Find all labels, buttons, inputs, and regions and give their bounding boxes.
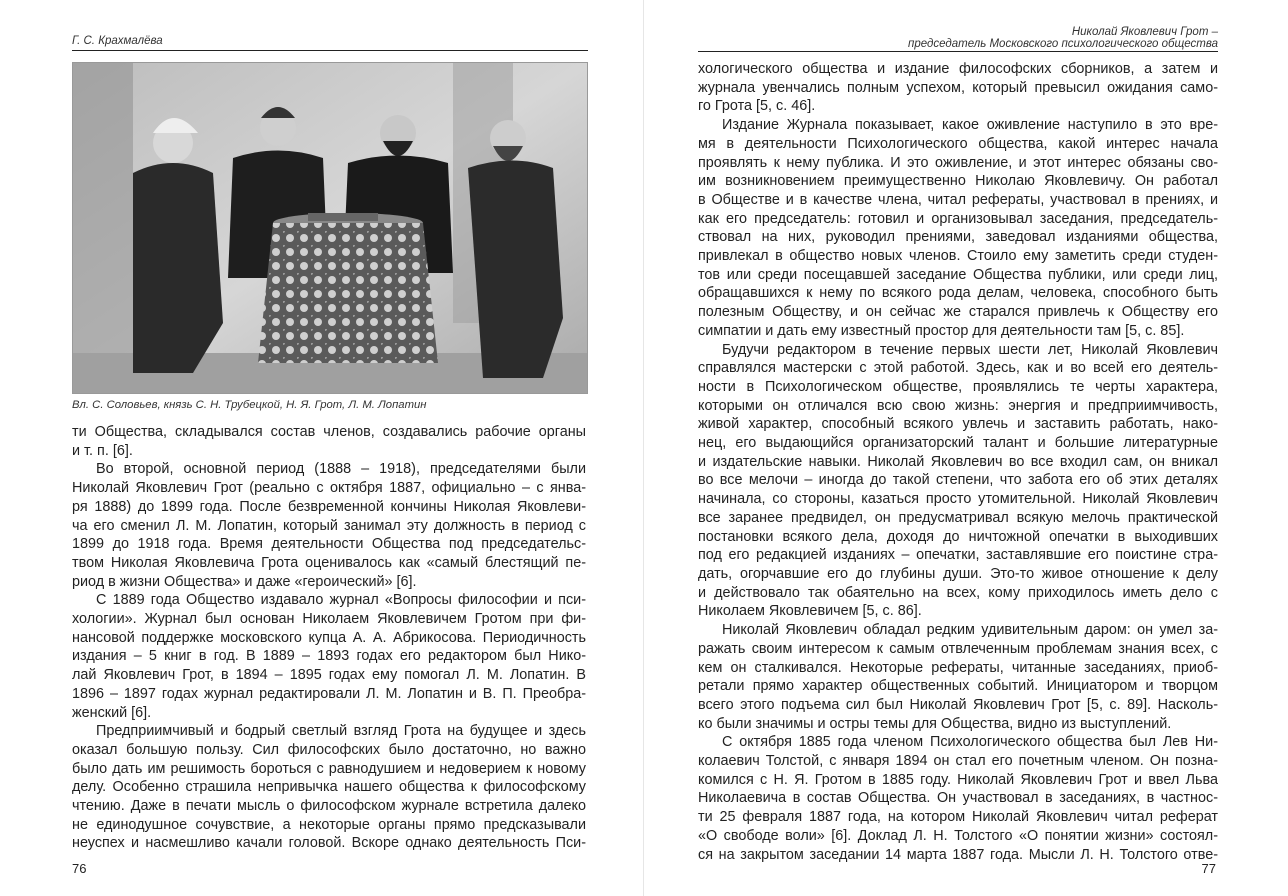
running-head-line: Николай Яковлевич Грот – xyxy=(1071,26,1218,38)
text-line: ти Общества, складывался состав членов, создавались рабочие органы xyxy=(72,424,586,440)
running-head-author: Г. С. Крахмалёва xyxy=(72,35,163,47)
left-body-text xyxy=(72,423,586,853)
text-line: 1896 – 1897 годах журнал редактировали Л. М. Лопатин и В. П. Преобра- xyxy=(72,685,586,702)
right-body-text xyxy=(698,60,1218,864)
text-line: журнала увенчались полным успехом, который превысил ожидания само- xyxy=(698,79,1218,96)
text-line: все заранее предвидел, он предусматривал всякую мелочь практической xyxy=(698,509,1218,526)
right-page xyxy=(644,0,1288,896)
text-line: обращавшихся к нему по всякого рода делам, человека, способного быть xyxy=(698,285,1218,302)
text-line: начинала, со стороны, казаться просто утомительной. Николай Яковлевич xyxy=(698,491,1218,508)
text-line: ся на закрытом заседании 14 марта 1887 года. Мысли Л. Н. Толстого отве- xyxy=(698,846,1218,863)
text-line: «О свободе воли» [6]. Доклад Л. Н. Толстого «О понятии жизни» состоял- xyxy=(698,827,1218,844)
text-line: Во второй, основной период (1888 – 1918), председателями были xyxy=(96,461,586,478)
text-line: лай Яковлевич Грот, в 1894 – 1895 годах ему помогал Л. М. Лопатин. В xyxy=(72,667,586,684)
text-line: оказал большую пользу. Сил философских было достаточно, но важно xyxy=(72,741,586,758)
text-line: С октября 1885 года членом Психологического общества был Лев Ни- xyxy=(722,734,1218,751)
header-rule xyxy=(72,50,588,51)
text-line: им возникновением преимущественно Николаю Яковлевичу. Он работал xyxy=(698,173,1218,190)
text-line: колаевич Толстой, с января 1894 он стал его почетным членом. Он позна- xyxy=(698,753,1218,770)
text-line: тов или среди посещавшей заседание Общества публики, или среди лиц, xyxy=(698,266,1218,283)
paragraph xyxy=(698,116,1218,340)
text-line: и издательские навыки. Николай Яковлевич во все входил сам, он вникал xyxy=(698,453,1218,470)
text-line: издания – 5 книг в год. В 1889 – 1893 годах его редактором был Нико- xyxy=(72,648,586,665)
text-line: проявлять к нему публика. И это оживление, и этот интерес обязаны сво- xyxy=(698,154,1218,171)
paragraph xyxy=(698,733,1218,864)
text-line: ча его сменил Л. М. Лопатин, который занимал эту должность в период с xyxy=(72,517,586,534)
text-line: под его редакцией изданиях – опечатки, заставлявшие его поистине стра- xyxy=(698,547,1218,564)
text-line: Николаем Яковлевичем [5, с. 86]. xyxy=(698,603,922,620)
text-line: и действовало так обаятельно на всех, кому приходилось иметь дело с xyxy=(698,584,1218,601)
text-line: комился с Н. Я. Гротом в 1885 году. Николай Яковлевич Грот и ввел Льва xyxy=(698,771,1218,788)
text-line: 1899 до 1918 года. Время деятельности Общества под председательс- xyxy=(72,536,586,553)
photo-caption: Вл. С. Соловьев, князь С. Н. Трубецкой, Н. Я. Грот, Л. М. Лопатин xyxy=(72,399,427,411)
paragraph xyxy=(698,621,1218,733)
text-line: симпатии и дать ему известный простор для деятельности там [5, с. 85]. xyxy=(698,322,1185,339)
paragraph xyxy=(72,591,586,722)
paragraph xyxy=(72,722,586,853)
text-line: всего этого подъема сил был Николай Яковлевич Грот [5, с. 89]. Насколь- xyxy=(698,696,1218,713)
paragraph xyxy=(72,460,586,591)
page-number: 77 xyxy=(1201,861,1216,876)
text-line: Николай Яковлевич обладал редким удивительным даром: он умел за- xyxy=(722,622,1218,639)
text-line: ти 25 февраля 1887 года, на котором Николай Яковлевич читал реферат xyxy=(698,809,1218,826)
text-line: ретали прямо характер общественных событий. Инициатором и творцом xyxy=(698,678,1218,695)
text-line: которыми он отличался всю свою жизнь: энергия и предприимчивость, xyxy=(698,397,1218,414)
text-line: Николаевича в состав Общества. Он участвовал в заседаниях, в частнос- xyxy=(698,790,1218,807)
text-line: дать, огорчавшие его до глубины души. Это-то живое отношение к делу xyxy=(698,565,1218,582)
text-line: ря 1888) до 1899 года. После безвременной кончины Николая Яковлеви- xyxy=(72,498,586,515)
text-line: постановки всякого дела, доходя до ничтожной опечатки в выходивших xyxy=(698,528,1218,545)
text-line: ности в Психологическом обществе, проявлялись те черты характера, xyxy=(698,378,1218,395)
paragraph xyxy=(698,341,1218,622)
text-line: С 1889 года Общество издавало журнал «Вопросы философии и пси- xyxy=(96,592,586,609)
text-line: твом Николая Яковлевича Грота оценивалось как «самый блестящий пе- xyxy=(72,554,586,571)
page-number: 76 xyxy=(72,861,87,876)
header-rule xyxy=(698,51,1218,52)
text-line: Издание Журнала показывает, какое оживление наступило в это вре- xyxy=(722,117,1218,134)
text-line: и т. п. [6]. xyxy=(72,442,133,459)
paragraph xyxy=(72,423,586,460)
text-line: в Обществе и в качестве члена, читал рефераты, участвовал в прениях, и xyxy=(698,191,1218,208)
text-line: ко были значимы и остры темы для Общества, видно из выступлений. xyxy=(698,715,1172,732)
text-line: риод в жизни Общества» и даже «героический» [6]. xyxy=(72,573,417,590)
text-line: го Грота [5, с. 46]. xyxy=(698,98,816,115)
text-line: хологического общества и издание философских сборников, а затем и xyxy=(698,61,1218,77)
text-line: мя в деятельности Психологического общества, какой интерес начала xyxy=(698,135,1218,152)
paragraph xyxy=(698,60,1218,116)
text-line: полезным Обществу, и он сейчас же старался привлечь к Обществу его xyxy=(698,304,1218,321)
text-line: неуспех и насмешливо качали головой. Вскоре однако деятельность Пси- xyxy=(72,835,586,852)
text-line: Предприимчивый и бодрый светлый взгляд Грота на будущее и здесь xyxy=(96,723,586,740)
text-line: кем он сталкивался. Некоторые рефераты, читанные заседаниях, приоб- xyxy=(698,659,1218,676)
text-line: Николай Яковлевич Грот (реально с октября 1887, официально – с янва- xyxy=(72,480,586,497)
photo-image xyxy=(73,63,588,394)
text-line: хологии». Журнал был основан Николаем Яковлевичем Гротом при фи- xyxy=(72,611,586,628)
text-line: чтению. Даже в печати мысль о философском журнале встретила далеко xyxy=(72,798,586,815)
text-line: живой характер, способный всякого увлечь и заставить работать, нако- xyxy=(698,416,1218,433)
text-line: ствовал на них, руководил прениями, заведовал изданиями общества, xyxy=(698,229,1218,246)
text-line: нец, его выдающийся организаторский талант и большие литературные xyxy=(698,435,1218,452)
text-line: делу. Особенно страшила непривычка нашего общества к философскому xyxy=(72,779,586,796)
historical-group-photo xyxy=(72,62,588,394)
text-line: женский [6]. xyxy=(72,704,152,721)
text-line: нансовой поддержке московского купца А. А. Абрикосова. Периодичность xyxy=(72,629,586,646)
running-head-title xyxy=(908,26,1218,50)
text-line: привлекал в общество новых членов. Стоило ему заметить среди студен- xyxy=(698,248,1218,265)
text-line: не единодушное сочувствие, а некоторые органы прямо предсказывали xyxy=(72,816,586,833)
running-head-line: председатель Московского психологического общества xyxy=(908,38,1218,50)
text-line: Будучи редактором в течение первых шести лет, Николай Яковлевич xyxy=(722,341,1218,358)
text-line: во все мелочи – иногда до такой степени, что забота его об этих деталях xyxy=(698,472,1218,489)
text-line: как его председатель: готовил и организовывал заседания, председатель- xyxy=(698,210,1218,227)
text-line: ражать своим интересом к самым отвлеченным проблемам знания всех, с xyxy=(698,640,1218,657)
text-line: справлялся мастерски с этой работой. Здесь, как и во всей его деятель- xyxy=(698,360,1218,377)
text-line: было дать им решимость бороться с равнодушием и недоверием к новому xyxy=(72,760,586,777)
